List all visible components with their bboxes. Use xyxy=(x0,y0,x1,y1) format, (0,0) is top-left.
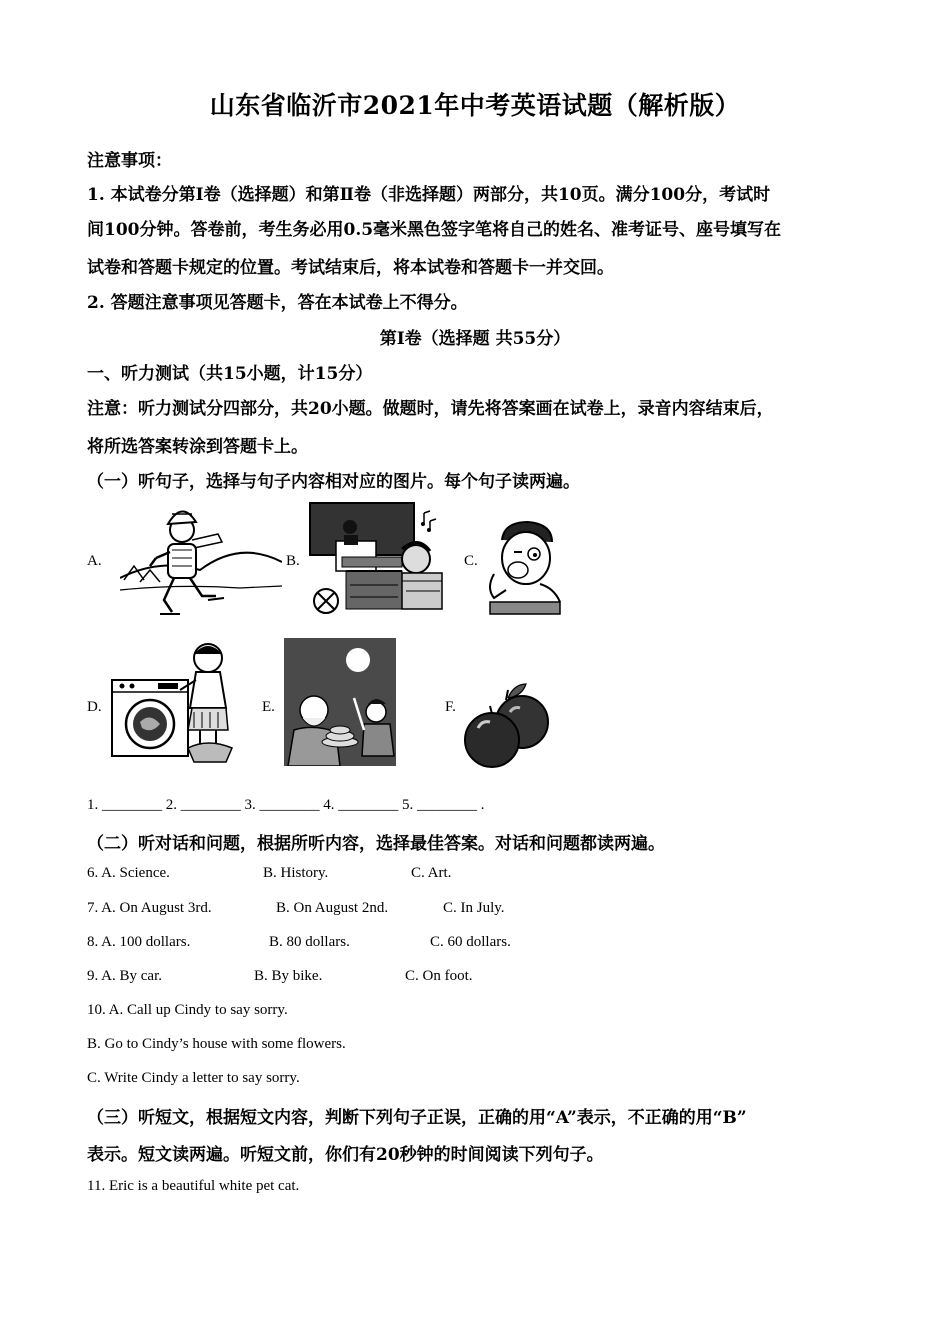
label-a: A. xyxy=(87,553,102,569)
section1-note-line1: 注意：听力测试分四部分，共20小题。做题时，请先将答案画在试卷上，录音内容结束后， xyxy=(87,399,774,419)
notice-item1-line2: 间100分钟。答卷前，考生务必用0.5毫米黑色签字笔将自己的姓名、准考证号、座号填写在 xyxy=(87,220,782,240)
q7-option-b: B. On August 2nd. xyxy=(276,900,389,916)
apples-picture-icon xyxy=(462,678,552,770)
q8-option-b: B. 80 dollars. xyxy=(269,934,350,950)
q9-option-b: B. By bike. xyxy=(254,968,323,984)
q10-option-b: B. Go to Cindy’s house with some flowers. xyxy=(87,1036,346,1052)
page-title: 山东省临沂市2021年中考英语试题（解析版） xyxy=(209,91,741,120)
q9-option-c: C. On foot. xyxy=(405,968,473,984)
sub2-heading: （二）听对话和问题，根据所听内容，选择最佳答案。对话和问题都读两遍。 xyxy=(87,834,665,854)
q10-option-a: 10. A. Call up Cindy to say sorry. xyxy=(87,1002,288,1018)
q7-option-a: 7. A. On August 3rd. xyxy=(87,900,212,916)
q10-option-c: C. Write Cindy a letter to say sorry. xyxy=(87,1070,300,1086)
q6-option-c: C. Art. xyxy=(411,865,452,881)
washing-machine-picture-icon xyxy=(108,638,238,766)
moon-festival-picture-icon xyxy=(284,638,396,766)
q6-option-b: B. History. xyxy=(263,865,329,881)
classroom-picture-icon xyxy=(306,501,454,617)
sub3-heading-line1: （三）听短文，根据短文内容，判断下列句子正误，正确的用“A”表示，不正确的用“B” xyxy=(87,1108,747,1128)
label-d: D. xyxy=(87,699,102,715)
part1-title: 第Ⅰ卷（选择题 共55分） xyxy=(379,329,571,349)
q7-option-c: C. In July. xyxy=(443,900,505,916)
notice-item2: 2. 答题注意事项见答题卡，答在本试卷上不得分。 xyxy=(87,293,468,313)
answer-blanks: 1. ________ 2. ________ 3. ________ 4. ________ 5. ________ . xyxy=(87,797,485,813)
q6-option-a: 6. A. Science. xyxy=(87,865,170,881)
q8-option-c: C. 60 dollars. xyxy=(430,934,511,950)
sleepy-boy-picture-icon xyxy=(484,518,566,616)
notice-heading: 注意事项： xyxy=(87,151,172,171)
q11-statement: 11. Eric is a beautiful white pet cat. xyxy=(87,1178,300,1194)
q9-option-a: 9. A. By car. xyxy=(87,968,162,984)
label-e: E. xyxy=(262,699,275,715)
label-f: F. xyxy=(445,699,456,715)
notice-item1-line1: 1. 本试卷分第Ⅰ卷（选择题）和第Ⅱ卷（非选择题）两部分，共10页。满分100分，考试时 xyxy=(87,185,771,205)
skater-picture-icon xyxy=(120,500,282,618)
sub3-heading-line2: 表示。短文读两遍。听短文前，你们有20秒钟的时间阅读下列句子。 xyxy=(87,1145,604,1165)
section1-heading: 一、听力测试（共15小题，计15分） xyxy=(87,364,373,384)
label-b: B. xyxy=(286,553,300,569)
q8-option-a: 8. A. 100 dollars. xyxy=(87,934,191,950)
section1-note-line2: 将所选答案转涂到答题卡上。 xyxy=(87,437,308,457)
notice-item1-line3: 试卷和答题卡规定的位置。考试结束后，将本试卷和答题卡一并交回。 xyxy=(87,258,614,278)
sub1-heading: （一）听句子，选择与句子内容相对应的图片。每个句子读两遍。 xyxy=(87,472,580,492)
label-c: C. xyxy=(464,553,478,569)
